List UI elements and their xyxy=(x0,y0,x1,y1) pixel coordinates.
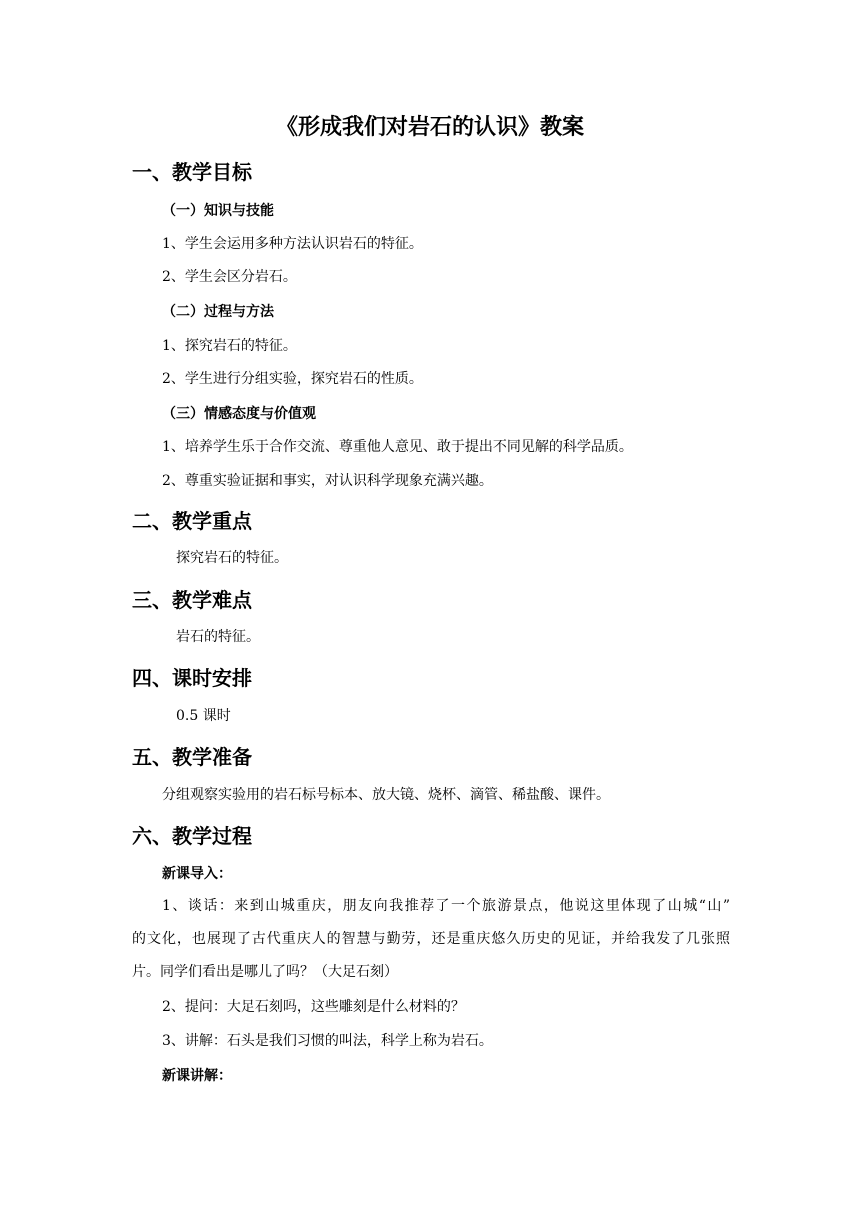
paragraph: 3、讲解：石头是我们习惯的叫法，科学上称为岩石。 xyxy=(162,1033,493,1049)
section-heading-schedule: 四、课时安排 xyxy=(132,666,252,690)
document-title: 《形成我们对岩石的认识》教案 xyxy=(275,114,584,140)
section-heading-difficulties: 三、教学难点 xyxy=(132,588,252,612)
paragraph: 2、提问：大足石刻吗，这些雕刻是什么材料的？ xyxy=(162,999,465,1015)
paragraph: 2、学生会区分岩石。 xyxy=(162,269,297,285)
paragraph: 探究岩石的特征。 xyxy=(176,550,288,566)
section-heading-preparation: 五、教学准备 xyxy=(132,745,252,769)
section-heading-process: 六、教学过程 xyxy=(132,824,252,848)
paragraph: 1、探究岩石的特征。 xyxy=(162,338,297,354)
paragraph: 1、培养学生乐于合作交流、尊重他人意见、敢于提出不同见解的科学品质。 xyxy=(162,439,633,455)
paragraph: 0.5 课时 xyxy=(176,708,231,724)
paragraph: 2、学生进行分组实验，探究岩石的性质。 xyxy=(162,371,423,387)
subheading-lecture: 新课讲解： xyxy=(162,1068,232,1084)
subheading-attitudes-values: （三）情感态度与价值观 xyxy=(162,406,316,422)
paragraph: 分组观察实验用的岩石标号标本、放大镜、烧杯、滴管、稀盐酸、课件。 xyxy=(162,787,610,803)
paragraph: 岩石的特征。 xyxy=(176,629,260,645)
paragraph-line: 片。同学们看出是哪儿了吗？（大足石刻） xyxy=(132,964,398,980)
subheading-knowledge-skills: （一）知识与技能 xyxy=(162,203,274,219)
section-heading-key-points: 二、教学重点 xyxy=(132,509,252,533)
paragraph-line: 的文化，也展现了古代重庆人的智慧与勤劳，还是重庆悠久历史的见证，并给我发了几张照 xyxy=(132,931,730,947)
subheading-process-methods: （二）过程与方法 xyxy=(162,304,274,320)
section-heading-objectives: 一、教学目标 xyxy=(132,160,252,184)
paragraph: 2、尊重实验证据和事实，对认识科学现象充满兴趣。 xyxy=(162,473,493,489)
subheading-introduction: 新课导入： xyxy=(162,866,232,882)
paragraph: 1、学生会运用多种方法认识岩石的特征。 xyxy=(162,236,423,252)
paragraph-line: 1、谈话：来到山城重庆，朋友向我推荐了一个旅游景点，他说这里体现了山城“山” xyxy=(162,898,730,914)
